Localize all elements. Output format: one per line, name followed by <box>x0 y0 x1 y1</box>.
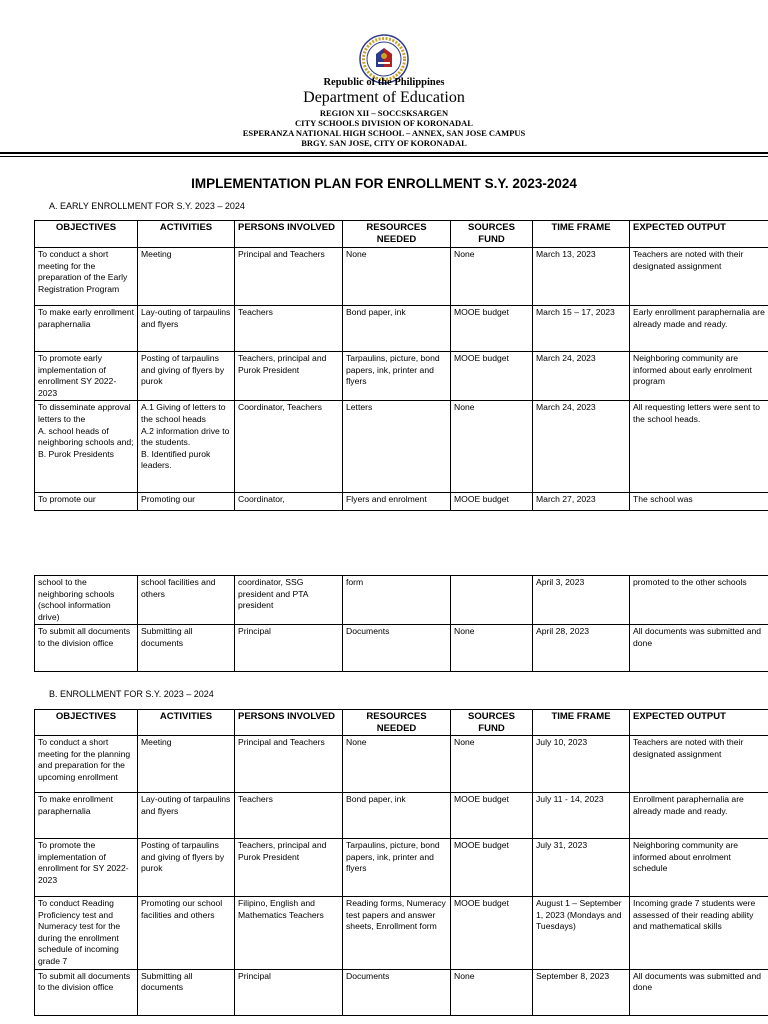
table-cell: Submitting all documents <box>138 625 235 672</box>
table-cell: Principal <box>235 969 343 1015</box>
table-cell: March 27, 2023 <box>533 493 630 511</box>
header-republic: Republic of the Philippines <box>323 77 445 88</box>
header-divider-thin <box>0 156 768 157</box>
table-cell: Teachers, principal and Purok President <box>235 839 343 897</box>
document-title: IMPLEMENTATION PLAN FOR ENROLLMENT S.Y. 2023-2024 <box>191 176 577 191</box>
table-cell: Bond paper, ink <box>343 793 451 839</box>
section-a-table-continued <box>34 575 768 672</box>
table-cell: July 10, 2023 <box>533 736 630 793</box>
table-cell: April 28, 2023 <box>533 625 630 672</box>
column-header: TIME FRAME <box>533 221 630 248</box>
table-row <box>35 793 768 839</box>
header-divider-thick <box>0 152 768 154</box>
table-cell: Neighboring community are informed about enrolment schedule <box>630 839 768 897</box>
table-cell: Teachers are noted with their designated assignment <box>630 736 768 793</box>
table-cell: MOOE budget <box>451 306 533 352</box>
table-cell: To promote early implementation of enrollment SY 2022-2023 <box>35 352 138 401</box>
column-header: RESOURCES NEEDED <box>343 710 451 736</box>
table-cell: Reading forms, Numeracy test papers and answer sheets, Enrollment form <box>343 897 451 970</box>
table-cell: school to the neighboring schools (school information drive) <box>35 576 138 625</box>
table-row <box>35 576 768 625</box>
table-cell: Letters <box>343 401 451 493</box>
table-cell: March 24, 2023 <box>533 352 630 401</box>
table-cell: To conduct a short meeting for the planning and preparation for the upcoming enrollment <box>35 736 138 793</box>
table-cell: Filipino, English and Mathematics Teachers <box>235 897 343 970</box>
table-cell: August 1 – September 1, 2023 (Mondays and Tuesdays) <box>533 897 630 970</box>
table-cell: None <box>451 248 533 306</box>
table-cell: MOOE budget <box>451 793 533 839</box>
table-cell: March 24, 2023 <box>533 401 630 493</box>
table-cell: Principal and Teachers <box>235 248 343 306</box>
table-row <box>35 401 768 493</box>
table-header-row <box>35 710 768 736</box>
table-cell: To promote the implementation of enrollment for SY 2022- 2023 <box>35 839 138 897</box>
table-cell: promoted to the other schools <box>630 576 768 625</box>
column-header: RESOURCES NEEDED <box>343 221 451 248</box>
table-cell: Submitting all documents <box>138 969 235 1015</box>
table-cell: July 11 - 14, 2023 <box>533 793 630 839</box>
table-cell: Coordinator, <box>235 493 343 511</box>
column-header: PERSONS INVOLVED <box>235 221 343 248</box>
table-cell: Teachers <box>235 306 343 352</box>
table-cell: form <box>343 576 451 625</box>
table-cell: Coordinator, Teachers <box>235 401 343 493</box>
table-row <box>35 625 768 672</box>
column-header: ACTIVITIES <box>138 221 235 248</box>
column-header: EXPECTED OUTPUT <box>630 710 768 736</box>
table-cell: The school was <box>630 493 768 511</box>
table-cell: April 3, 2023 <box>533 576 630 625</box>
table-cell: All requesting letters were sent to the school heads. <box>630 401 768 493</box>
table-cell: school facilities and others <box>138 576 235 625</box>
table-cell: Meeting <box>138 248 235 306</box>
section-b-table <box>34 709 768 1016</box>
table-row <box>35 306 768 352</box>
table-cell: Posting of tarpaulins and giving of flyers by purok <box>138 839 235 897</box>
table-cell: July 31, 2023 <box>533 839 630 897</box>
table-row <box>35 897 768 970</box>
column-header: SOURCES FUND <box>451 710 533 736</box>
table-cell: Teachers, principal and Purok President <box>235 352 343 401</box>
column-header: SOURCES FUND <box>451 221 533 248</box>
table-cell: To submit all documents to the division office <box>35 969 138 1015</box>
header-school: ESPERANZA NATIONAL HIGH SCHOOL – ANNEX, SAN JOSE CAMPUS <box>242 128 526 138</box>
section-b-heading: B. ENROLLMENT FOR S.Y. 2023 – 2024 <box>49 689 214 699</box>
header-division: CITY SCHOOLS DIVISION OF KORONADAL <box>295 118 473 128</box>
table-cell: March 15 – 17, 2023 <box>533 306 630 352</box>
section-a-heading: A. EARLY ENROLLMENT FOR S.Y. 2023 – 2024 <box>49 201 245 211</box>
column-header: TIME FRAME <box>533 710 630 736</box>
table-cell: Documents <box>343 625 451 672</box>
table-cell: To make early enrollment paraphernalia <box>35 306 138 352</box>
table-row <box>35 493 768 511</box>
table-cell: Incoming grade 7 students were assessed of their reading ability and mathematical skills <box>630 897 768 970</box>
table-cell: Tarpaulins, picture, bond papers, ink, printer and flyers <box>343 839 451 897</box>
table-row <box>35 736 768 793</box>
table-cell: Teachers are noted with their designated assignment <box>630 248 768 306</box>
table-row <box>35 248 768 306</box>
table-cell: Flyers and enrolment <box>343 493 451 511</box>
table-cell: None <box>451 625 533 672</box>
table-cell: To submit all documents to the division office <box>35 625 138 672</box>
column-header: ACTIVITIES <box>138 710 235 736</box>
table-cell: Principal <box>235 625 343 672</box>
table-cell: MOOE budget <box>451 897 533 970</box>
section-a-table <box>34 220 768 511</box>
table-cell: None <box>343 248 451 306</box>
table-cell: To conduct Reading Proficiency test and Numeracy test for the during the enrollment schedule of incoming grade 7 <box>35 897 138 970</box>
table-cell: Tarpaulins, picture, bond papers, ink, printer and flyers <box>343 352 451 401</box>
table-cell: Bond paper, ink <box>343 306 451 352</box>
column-header: PERSONS INVOLVED <box>235 710 343 736</box>
table-cell: None <box>451 969 533 1015</box>
table-cell: MOOE budget <box>451 839 533 897</box>
table-cell: All documents was submitted and done <box>630 969 768 1015</box>
column-header: EXPECTED OUTPUT <box>630 221 768 248</box>
table-row <box>35 352 768 401</box>
table-cell: Promoting our school facilities and others <box>138 897 235 970</box>
table-cell: Neighboring community are informed about early enrolment program <box>630 352 768 401</box>
table-cell: September 8, 2023 <box>533 969 630 1015</box>
table-row <box>35 839 768 897</box>
table-cell: None <box>451 736 533 793</box>
table-header-row <box>35 221 768 248</box>
table-cell: Posting of tarpaulins and giving of flyers by purok <box>138 352 235 401</box>
table-cell: MOOE budget <box>451 493 533 511</box>
table-cell: None <box>451 401 533 493</box>
table-cell: All documents was submitted and done <box>630 625 768 672</box>
table-cell: Teachers <box>235 793 343 839</box>
table-cell: Lay-outing of tarpaulins and flyers <box>138 306 235 352</box>
table-cell: Lay-outing of tarpaulins and flyers <box>138 793 235 839</box>
table-cell: Enrollment paraphernalia are already made and ready. <box>630 793 768 839</box>
table-row <box>35 969 768 1015</box>
column-header: OBJECTIVES <box>35 221 138 248</box>
table-cell: March 13, 2023 <box>533 248 630 306</box>
table-cell: Meeting <box>138 736 235 793</box>
table-cell: MOOE budget <box>451 352 533 401</box>
table-cell: To make enrollment paraphernalia <box>35 793 138 839</box>
header-address: BRGY. SAN JOSE, CITY OF KORONADAL <box>301 138 467 148</box>
table-cell: Early enrollment paraphernalia are already made and ready. <box>630 306 768 352</box>
table-cell: Promoting our <box>138 493 235 511</box>
table-cell: To promote our <box>35 493 138 511</box>
table-cell: None <box>343 736 451 793</box>
table-cell: To conduct a short meeting for the preparation of the Early Registration Program <box>35 248 138 306</box>
table-cell: To disseminate approval letters to the A. school heads of neighboring schools and; B. Purok Presidents <box>35 401 138 493</box>
header-region: REGION XII – SOCCSKSARGEN <box>319 108 449 118</box>
table-cell <box>451 576 533 625</box>
table-cell: A.1 Giving of letters to the school heads A.2 information drive to the students. B. Identified purok leaders. <box>138 401 235 493</box>
header-department: Department of Education <box>303 89 465 106</box>
table-cell: Principal and Teachers <box>235 736 343 793</box>
column-header: OBJECTIVES <box>35 710 138 736</box>
table-cell: Documents <box>343 969 451 1015</box>
table-cell: coordinator, SSG president and PTA president <box>235 576 343 625</box>
